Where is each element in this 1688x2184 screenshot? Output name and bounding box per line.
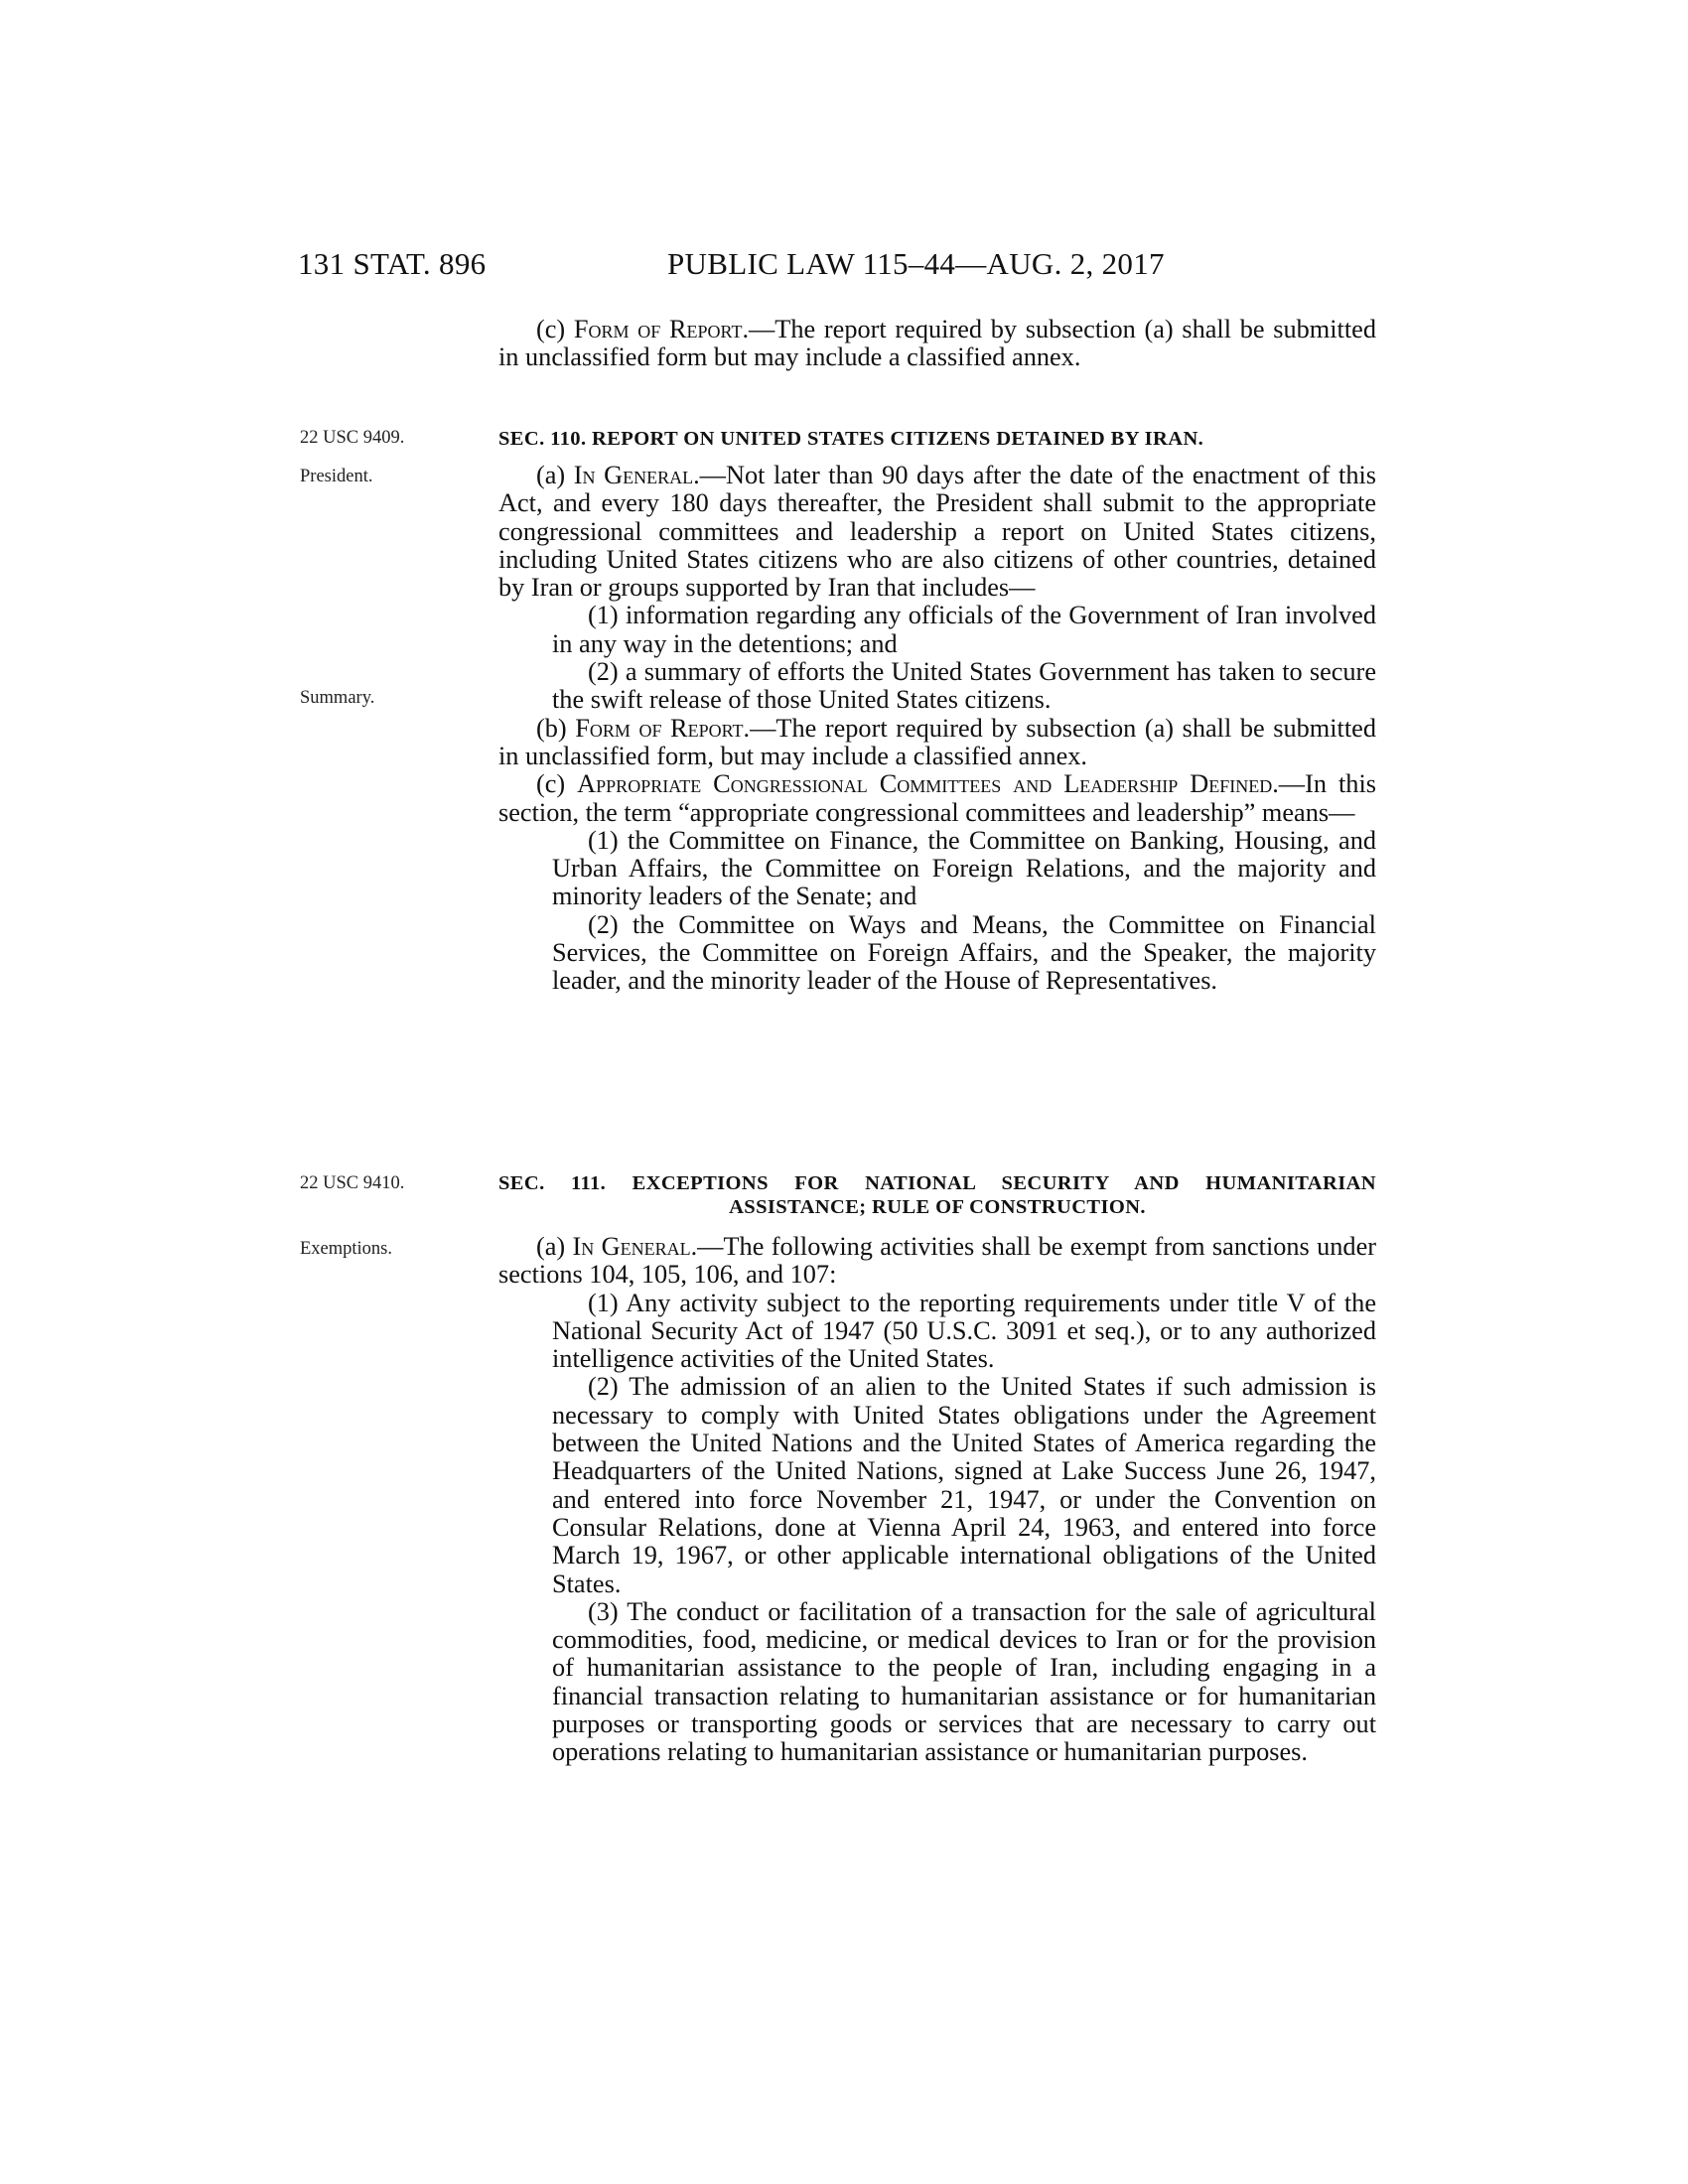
paragraph-a1: (1) Any activity subject to the reporting requirements under title V of the National Security Act of 1947 (50 U.S.C. 3091 et seq.), or to any authorized intelligence activities of the United States. <box>552 1288 1376 1374</box>
margin-note-exemptions: Exemptions. <box>300 1239 393 1259</box>
subsection-c: (c) Appropriate Congressional Committees and Leadership Defined.—In this section, the term “appropriate congressional committees and leadership” means— <box>498 769 1376 827</box>
paragraph-c1: (1) the Committee on Finance, the Committee on Banking, Housing, and Urban Affairs, the Committee on Foreign Relations, and the majority and minority leaders of the Senate; and <box>552 825 1376 911</box>
subsection-a: (a) In General.—Not later than 90 days after the date of the enactment of this Act, and every 180 days thereafter, the President shall submit to the appropriate congressional committees and leadership a report on United States citizens, including United States citizens who are also citizens of other countries, detained by Iran or groups supported by Iran that includes— <box>498 461 1377 603</box>
subsection-a: (a) In General.—The following activities shall be exempt from sanctions under sections 104, 105, 106, and 107: <box>498 1232 1376 1290</box>
page-header <box>298 246 1380 286</box>
subsection-b: (b) Form of Report.—The report required by subsection (a) shall be submitted in unclassified form, but may include a classified annex. <box>498 713 1376 770</box>
section-110-heading: SEC. 110. REPORT ON UNITED STATES CITIZENS DETAINED BY IRAN. <box>498 428 1204 450</box>
margin-note-summary: Summary. <box>300 688 375 708</box>
margin-note-president: President. <box>300 467 373 486</box>
section-110-body <box>498 462 1376 996</box>
paragraph: (c) Form of Report.—The report required by subsection (a) shall be submitted in unclassified form but may include a classified annex. <box>498 315 1376 372</box>
section-111-heading: SEC. 111. EXCEPTIONS FOR NATIONAL SECURITY AND HUMANITARIAN ASSISTANCE; RULE OF CONSTRUCTION. <box>498 1172 1376 1218</box>
paragraph-a2: (2) a summary of efforts the United States Government has taken to secure the swift release of those United States citizens. <box>552 657 1376 715</box>
prev-subsection-c <box>498 316 1376 372</box>
law-title: PUBLIC LAW 115–44—AUG. 2, 2017 <box>667 246 1165 281</box>
paragraph-a2: (2) The admission of an alien to the United States if such admission is necessary to comply with United States obligations under the Agreement between the United Nations and the United States of America regarding the Headquarters of the United Nations, signed at Lake Success June 26, 1947, and entered into force November 21, 1947, or under the Convention on Consular Relations, done at Vienna April 24, 1963, and entered into force March 19, 1967, or other applicable international obligations of the United States. <box>552 1372 1376 1598</box>
margin-note-usc-9410: 22 USC 9410. <box>300 1173 405 1193</box>
section-111-body <box>498 1233 1376 1767</box>
paragraph-a3: (3) The conduct or facilitation of a transaction for the sale of agricultural commodities, food, medicine, or medical devices to Iran or for the provision of humanitarian assistance to the people of Iran, including engaging in a financial transaction relating to humanitarian assistance or for humanitarian purposes or transporting goods or services that are necessary to carry out operations relating to humanitarian assistance or humanitarian purposes. <box>552 1596 1376 1767</box>
stat-page-number: 131 STAT. 896 <box>298 246 487 281</box>
paragraph-c2: (2) the Committee on Ways and Means, the Committee on Financial Services, the Committee on Foreign Affairs, and the Speaker, the majority leader, and the minority leader of the House of Representatives. <box>552 909 1376 996</box>
paragraph-a1: (1) information regarding any officials of the Government of Iran involved in any way in the detentions; and <box>552 601 1376 658</box>
margin-note-usc-9409: 22 USC 9409. <box>300 428 405 448</box>
